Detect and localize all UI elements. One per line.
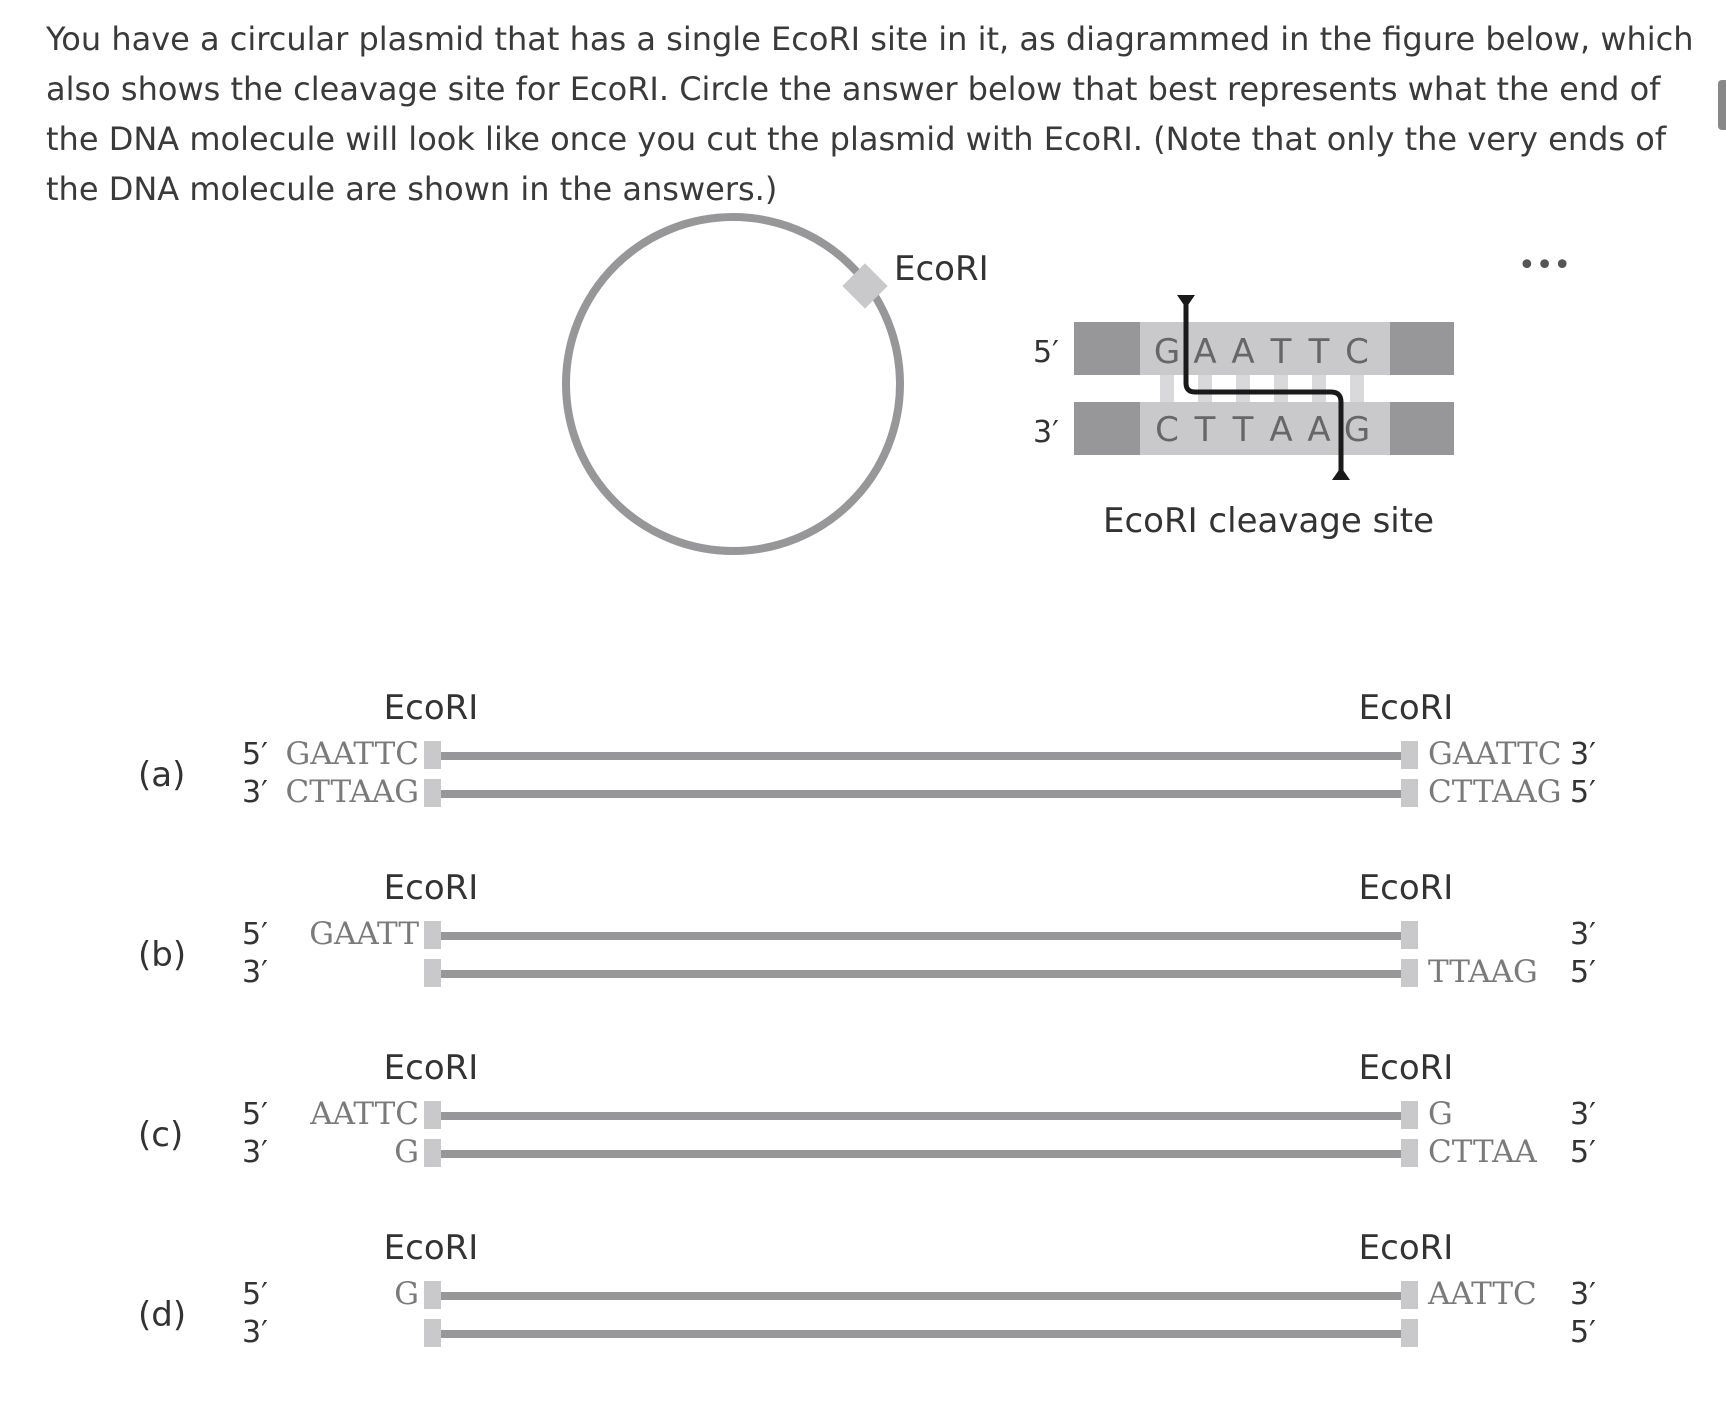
top-base-4: T bbox=[1270, 332, 1292, 372]
plasmid-site-label: EcoRI bbox=[894, 249, 989, 289]
option-a[interactable] bbox=[138, 688, 1596, 810]
left-top-sequence: G bbox=[394, 1276, 419, 1312]
right-top-end-label: 3′ bbox=[1570, 1097, 1596, 1132]
left-enzyme-label: EcoRI bbox=[383, 688, 479, 728]
left-enzyme-label: EcoRI bbox=[383, 1048, 479, 1088]
more-options-icon[interactable]: ••• bbox=[1518, 248, 1572, 283]
right-bottom-sequence: CTTAA bbox=[1428, 1134, 1537, 1170]
answer-options bbox=[138, 688, 1596, 1350]
left-top-end-block bbox=[424, 1281, 441, 1309]
right-top-end-label: 3′ bbox=[1570, 917, 1596, 952]
left-top-sequence: AATTC bbox=[310, 1096, 419, 1132]
bottom-base-3: T bbox=[1232, 410, 1254, 450]
top-base-2: A bbox=[1193, 332, 1217, 372]
left-top-end-label: 5′ bbox=[242, 1097, 268, 1132]
left-bottom-end-block bbox=[424, 959, 441, 987]
bottom-strand-left-block bbox=[1074, 402, 1140, 455]
cut-arrow-bottom bbox=[1332, 467, 1350, 480]
option-label: (b) bbox=[138, 935, 187, 975]
left-bottom-end-label: 3′ bbox=[242, 775, 268, 810]
right-top-sequence: GAATTC bbox=[1428, 736, 1562, 772]
top-base-6: C bbox=[1345, 332, 1369, 372]
bottom-strand-right-block bbox=[1390, 402, 1454, 455]
top-base-1: G bbox=[1153, 332, 1181, 372]
option-label: (a) bbox=[138, 755, 186, 795]
left-bottom-end-block bbox=[424, 779, 441, 807]
cut-arrow-top bbox=[1177, 295, 1195, 308]
left-top-end-label: 5′ bbox=[242, 1277, 268, 1312]
top-strand-left-block bbox=[1074, 322, 1140, 375]
right-bottom-sequence: CTTAAG bbox=[1428, 774, 1562, 810]
left-bottom-sequence: G bbox=[394, 1134, 419, 1170]
bottom-base-2: T bbox=[1194, 410, 1216, 450]
bottom-base-5: A bbox=[1307, 410, 1331, 450]
cleavage-bottom-end: 3′ bbox=[1033, 415, 1059, 450]
left-top-sequence: GAATTC bbox=[285, 736, 419, 772]
top-base-3: A bbox=[1231, 332, 1255, 372]
left-top-end-label: 5′ bbox=[242, 917, 268, 952]
left-top-sequence: GAATT bbox=[309, 916, 419, 952]
option-d[interactable] bbox=[138, 1228, 1596, 1350]
plasmid-circle bbox=[566, 217, 900, 551]
left-top-end-label: 5′ bbox=[242, 737, 268, 772]
bottom-strand-line bbox=[441, 790, 1401, 798]
top-strand-right-block bbox=[1390, 322, 1454, 375]
top-strand-line bbox=[441, 1112, 1401, 1120]
right-enzyme-label: EcoRI bbox=[1358, 1048, 1454, 1088]
right-top-end-label: 3′ bbox=[1570, 1277, 1596, 1312]
right-enzyme-label: EcoRI bbox=[1358, 688, 1454, 728]
left-top-end-block bbox=[424, 921, 441, 949]
right-bottom-end-label: 5′ bbox=[1570, 955, 1596, 990]
right-bottom-sequence: TTAAG bbox=[1428, 954, 1538, 990]
bottom-strand-line bbox=[441, 1150, 1401, 1158]
option-label: (d) bbox=[138, 1295, 187, 1335]
bottom-strand-line bbox=[441, 970, 1401, 978]
right-top-end-block bbox=[1401, 1101, 1418, 1129]
option-label: (c) bbox=[138, 1115, 184, 1155]
right-bottom-end-block bbox=[1401, 1319, 1418, 1347]
top-base-5: T bbox=[1308, 332, 1330, 372]
option-c[interactable] bbox=[138, 1048, 1596, 1170]
right-top-sequence: AATTC bbox=[1428, 1276, 1537, 1312]
top-strand-line bbox=[441, 752, 1401, 760]
bottom-base-6: G bbox=[1343, 410, 1371, 450]
right-top-end-label: 3′ bbox=[1570, 737, 1596, 772]
left-bottom-end-block bbox=[424, 1319, 441, 1347]
right-top-end-block bbox=[1401, 921, 1418, 949]
left-bottom-end-block bbox=[424, 1139, 441, 1167]
left-enzyme-label: EcoRI bbox=[383, 868, 479, 908]
option-b[interactable] bbox=[138, 868, 1596, 990]
left-top-end-block bbox=[424, 741, 441, 769]
left-top-end-block bbox=[424, 1101, 441, 1129]
left-bottom-end-label: 3′ bbox=[242, 1135, 268, 1170]
question-text: You have a circular plasmid that has a single EcoRI site in it, as diagrammed in the figure below, which also shows the cleavage site for EcoRI. Circle the answer below that best represents what the end of the DNA molecule will look like once you cut the plasmid with EcoRI. (Note that only the very ends of the DNA molecule are shown in the answers.) bbox=[46, 20, 1694, 208]
top-strand-line bbox=[441, 932, 1401, 940]
cleavage-caption: EcoRI cleavage site bbox=[1103, 501, 1435, 541]
right-enzyme-label: EcoRI bbox=[1358, 1228, 1454, 1268]
right-top-end-block bbox=[1401, 1281, 1418, 1309]
cleavage-top-end: 5′ bbox=[1033, 335, 1059, 370]
bottom-base-1: C bbox=[1155, 410, 1179, 450]
right-bottom-end-block bbox=[1401, 959, 1418, 987]
left-bottom-end-label: 3′ bbox=[242, 955, 268, 990]
left-bottom-sequence: CTTAAG bbox=[285, 774, 419, 810]
left-bottom-end-label: 3′ bbox=[242, 1315, 268, 1350]
bottom-strand-line bbox=[441, 1330, 1401, 1338]
left-enzyme-label: EcoRI bbox=[383, 1228, 479, 1268]
right-bottom-end-label: 5′ bbox=[1570, 1315, 1596, 1350]
right-bottom-end-label: 5′ bbox=[1570, 775, 1596, 810]
right-bottom-end-block bbox=[1401, 1139, 1418, 1167]
right-bottom-end-block bbox=[1401, 779, 1418, 807]
right-bottom-end-label: 5′ bbox=[1570, 1135, 1596, 1170]
bottom-base-4: A bbox=[1269, 410, 1293, 450]
right-enzyme-label: EcoRI bbox=[1358, 868, 1454, 908]
top-strand-line bbox=[441, 1292, 1401, 1300]
right-top-end-block bbox=[1401, 741, 1418, 769]
right-top-sequence: G bbox=[1428, 1096, 1453, 1132]
plasmid-diagram bbox=[566, 217, 989, 551]
cleavage-site-diagram bbox=[1033, 295, 1454, 541]
